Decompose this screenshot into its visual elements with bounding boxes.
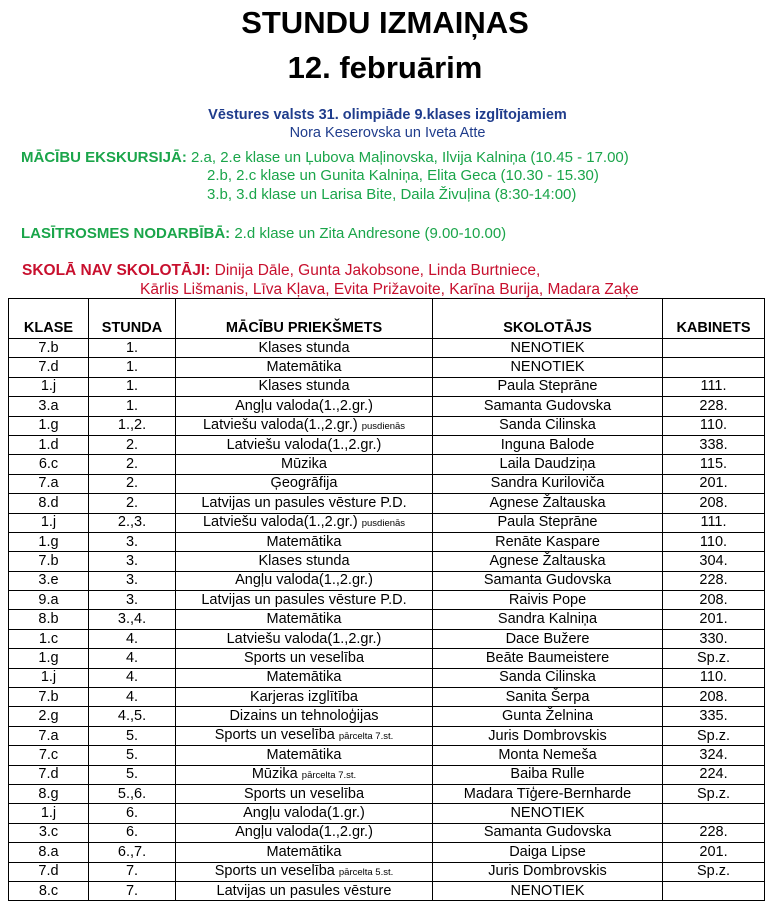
subject-name: Sports un veselība [243, 649, 365, 666]
excursion-line-3: 3.b, 3.d klase un Larisa Bite, Daila Živuļina (8:30-14:00) [207, 186, 577, 203]
cell-klase: 7.a [9, 474, 89, 493]
header-klase: KLASE [9, 299, 89, 339]
cell-klase: 1.g [9, 416, 89, 435]
cell-stunda: 5.,6. [89, 784, 176, 803]
cell-teacher: Daiga Lipse [433, 843, 663, 862]
cell-stunda: 4. [89, 649, 176, 668]
cell-subject [176, 532, 433, 551]
cell-subject [176, 862, 433, 881]
cell-teacher: Juris Dombrovskis [433, 726, 663, 745]
cell-klase: 1.j [9, 668, 89, 687]
cell-klase: 6.c [9, 455, 89, 474]
table-row [9, 358, 765, 377]
cell-teacher: Agnese Žaltauska [433, 552, 663, 571]
cell-teacher: NENOTIEK [433, 339, 663, 358]
cell-klase: 7.d [9, 358, 89, 377]
table-row [9, 843, 765, 862]
cell-klase: 7.d [9, 765, 89, 784]
subject-name: Sports un veselība [243, 785, 365, 802]
table-row [9, 397, 765, 416]
cell-room: 111. [663, 513, 765, 532]
table-row [9, 881, 765, 900]
cell-stunda: 4.,5. [89, 707, 176, 726]
cell-stunda: 3.,4. [89, 610, 176, 629]
cell-room [663, 358, 765, 377]
cell-klase: 7.d [9, 862, 89, 881]
cell-room: 110. [663, 416, 765, 435]
reading-text: 2.d klase un Zita Andresone (9.00-10.00) [230, 225, 507, 242]
cell-stunda: 4. [89, 688, 176, 707]
cell-klase: 3.c [9, 823, 89, 842]
table-row [9, 339, 765, 358]
cell-subject [176, 726, 433, 745]
cell-stunda: 2. [89, 455, 176, 474]
table-row [9, 610, 765, 629]
cell-subject [176, 474, 433, 493]
table-row [9, 707, 765, 726]
header-teacher: SKOLOTĀJS [433, 299, 663, 339]
cell-subject [176, 784, 433, 803]
cell-teacher: Renāte Kaspare [433, 532, 663, 551]
cell-room: 201. [663, 610, 765, 629]
cell-stunda: 6. [89, 804, 176, 823]
cell-room: Sp.z. [663, 726, 765, 745]
cell-room: Sp.z. [663, 649, 765, 668]
table-row [9, 416, 765, 435]
subject-name: Latviešu valoda(1.,2.gr.) [202, 416, 358, 433]
header-stunda: STUNDA [89, 299, 176, 339]
subject-name: Sports un veselība [214, 862, 335, 879]
subject-note: pusdienās [361, 420, 406, 432]
cell-room: 111. [663, 377, 765, 396]
table-row [9, 862, 765, 881]
cell-room: 201. [663, 843, 765, 862]
cell-klase: 3.e [9, 571, 89, 590]
table-row [9, 649, 765, 668]
subject-name: Klases stunda [258, 552, 350, 569]
cell-stunda: 7. [89, 862, 176, 881]
cell-room: 228. [663, 571, 765, 590]
table-row [9, 532, 765, 551]
subject-name: Angļu valoda(1.,2.gr.) [235, 397, 373, 414]
cell-subject [176, 494, 433, 513]
absent-text-1: Dinija Dāle, Gunta Jakobsone, Linda Burtniece, [210, 262, 541, 279]
cell-teacher: Samanta Gudovska [433, 823, 663, 842]
subject-name: Karjeras izglītība [250, 688, 358, 705]
cell-subject [176, 397, 433, 416]
cell-klase: 1.d [9, 435, 89, 454]
cell-room [663, 804, 765, 823]
olympiad-teachers: Nora Keserovska un Iveta Atte [289, 125, 486, 141]
cell-room: 228. [663, 397, 765, 416]
cell-stunda: 3. [89, 532, 176, 551]
cell-stunda: 1. [89, 358, 176, 377]
subject-name: Angļu valoda(1.,2.gr.) [235, 824, 373, 841]
cell-room: 110. [663, 532, 765, 551]
cell-teacher: Sandra Kuriloviča [433, 474, 663, 493]
cell-subject [176, 571, 433, 590]
table-row [9, 474, 765, 493]
cell-subject [176, 823, 433, 842]
reading-line [21, 225, 506, 243]
cell-stunda: 4. [89, 629, 176, 648]
subject-name: Klases stunda [258, 339, 350, 356]
cell-teacher: Gunta Želnina [433, 707, 663, 726]
cell-subject [176, 455, 433, 474]
cell-teacher: Laila Daudziņa [433, 455, 663, 474]
page-title: STUNDU IZMAIŅAS [241, 5, 529, 40]
cell-teacher: Monta Nemeša [433, 746, 663, 765]
cell-subject [176, 668, 433, 687]
cell-klase: 8.d [9, 494, 89, 513]
subject-name: Dizains un tehnoloģijas [229, 708, 379, 725]
cell-stunda: 2.,3. [89, 513, 176, 532]
table-row [9, 823, 765, 842]
subject-name: Matemātika [266, 611, 342, 628]
cell-klase: 1.c [9, 629, 89, 648]
cell-room: 228. [663, 823, 765, 842]
schedule-changes-table [8, 298, 765, 901]
table-row [9, 591, 765, 610]
subject-note: pārcelta 7.st. [338, 731, 394, 742]
subject-name: Latviešu valoda(1.,2.gr.) [226, 630, 382, 647]
cell-subject [176, 339, 433, 358]
cell-klase: 8.g [9, 784, 89, 803]
excursion-line-2: 2.b, 2.c klase un Gunita Kalniņa, Elita Geca (10.30 - 15.30) [207, 167, 599, 184]
absent-line-1 [22, 262, 540, 280]
cell-room: 208. [663, 591, 765, 610]
cell-stunda: 6. [89, 823, 176, 842]
cell-teacher: Dace Bužere [433, 629, 663, 648]
cell-stunda: 1. [89, 397, 176, 416]
subject-name: Matemātika [266, 843, 342, 860]
subject-note: pārcelta 5.st. [338, 866, 394, 878]
cell-klase: 1.j [9, 377, 89, 396]
cell-stunda: 2. [89, 474, 176, 493]
table-row [9, 435, 765, 454]
table-row [9, 688, 765, 707]
cell-subject [176, 552, 433, 571]
cell-teacher: Samanta Gudovska [433, 571, 663, 590]
cell-stunda: 5. [89, 746, 176, 765]
cell-subject [176, 843, 433, 862]
excursion-text-1: 2.a, 2.e klase un Ļubova Maļinovska, Ilvija Kalniņa (10.45 - 17.00) [186, 149, 629, 166]
header-room: KABINETS [663, 299, 765, 339]
cell-stunda: 6.,7. [89, 843, 176, 862]
cell-subject [176, 746, 433, 765]
cell-klase: 1.j [9, 513, 89, 532]
subject-name: Ģeogrāfija [270, 475, 338, 492]
subject-name: Latvijas un pasules vēsture P.D. [201, 591, 407, 608]
cell-room: Sp.z. [663, 862, 765, 881]
subject-name: Klases stunda [258, 378, 350, 395]
table-row [9, 804, 765, 823]
cell-teacher: Baiba Rulle [433, 765, 663, 784]
cell-klase: 3.a [9, 397, 89, 416]
subject-name: Mūzika [281, 456, 327, 473]
table-row [9, 494, 765, 513]
header-subject: MĀCĪBU PRIEKŠMETS [176, 299, 433, 339]
excursion-line-1 [21, 149, 629, 167]
subject-name: Mūzika [251, 765, 298, 782]
table-row [9, 668, 765, 687]
cell-teacher: Paula Steprāne [433, 377, 663, 396]
cell-klase: 7.b [9, 339, 89, 358]
cell-teacher: NENOTIEK [433, 804, 663, 823]
cell-room: 335. [663, 707, 765, 726]
table-row [9, 746, 765, 765]
subject-name: Matemātika [266, 669, 342, 686]
subject-name: Latviešu valoda(1.,2.gr.) [226, 436, 382, 453]
cell-room: 330. [663, 629, 765, 648]
cell-subject [176, 688, 433, 707]
cell-klase: 7.b [9, 552, 89, 571]
table-row [9, 513, 765, 532]
cell-klase: 8.c [9, 881, 89, 900]
excursion-label: MĀCĪBU EKSKURSIJĀ: [21, 149, 187, 166]
cell-klase: 8.a [9, 843, 89, 862]
cell-klase: 1.g [9, 532, 89, 551]
cell-room: 208. [663, 494, 765, 513]
cell-teacher: Madara Tīģere-Bernharde [433, 784, 663, 803]
table-row [9, 377, 765, 396]
subject-note: pusdienās [361, 517, 406, 529]
table-header-row [9, 299, 765, 339]
page-date: 12. februārim [287, 50, 483, 85]
cell-room: 304. [663, 552, 765, 571]
cell-subject [176, 377, 433, 396]
subject-name: Latvijas un pasules vēsture [216, 882, 392, 899]
cell-subject [176, 804, 433, 823]
reading-label: LASĪTROSMES NODARBĪBĀ: [21, 225, 231, 242]
cell-teacher: Beāte Baumeistere [433, 649, 663, 668]
cell-stunda: 1. [89, 377, 176, 396]
cell-subject [176, 649, 433, 668]
cell-teacher: Juris Dombrovskis [433, 862, 663, 881]
cell-subject [176, 435, 433, 454]
cell-stunda: 4. [89, 668, 176, 687]
cell-room: 110. [663, 668, 765, 687]
subject-name: Latviešu valoda(1.,2.gr.) [202, 513, 358, 530]
table-body [9, 339, 765, 901]
cell-room: 338. [663, 435, 765, 454]
cell-room [663, 339, 765, 358]
cell-teacher: Sandra Kalniņa [433, 610, 663, 629]
cell-subject [176, 881, 433, 900]
cell-stunda: 5. [89, 726, 176, 745]
table-row [9, 552, 765, 571]
table-row [9, 726, 765, 745]
cell-subject [176, 513, 433, 532]
cell-teacher: Samanta Gudovska [433, 397, 663, 416]
absent-line-2: Kārlis Lišmanis, Līva Kļava, Evita Prižavoite, Karīna Burija, Madara Zaķe [140, 281, 639, 298]
cell-subject [176, 610, 433, 629]
cell-klase: 7.c [9, 746, 89, 765]
cell-teacher: Paula Steprāne [433, 513, 663, 532]
table-row [9, 765, 765, 784]
table-row [9, 784, 765, 803]
cell-subject [176, 591, 433, 610]
cell-teacher: Sanda Cilinska [433, 668, 663, 687]
cell-teacher: Agnese Žaltauska [433, 494, 663, 513]
cell-stunda: 2. [89, 435, 176, 454]
cell-stunda: 7. [89, 881, 176, 900]
cell-room: 224. [663, 765, 765, 784]
cell-stunda: 3. [89, 552, 176, 571]
cell-teacher: NENOTIEK [433, 881, 663, 900]
cell-subject [176, 765, 433, 784]
olympiad-title: Vēstures valsts 31. olimpiāde 9.klases izglītojamiem [208, 107, 567, 123]
cell-klase: 8.b [9, 610, 89, 629]
cell-room [663, 881, 765, 900]
absent-label: SKOLĀ NAV SKOLOTĀJI: [22, 262, 211, 279]
cell-klase: 7.b [9, 688, 89, 707]
cell-teacher: Sanita Šerpa [433, 688, 663, 707]
cell-room: Sp.z. [663, 784, 765, 803]
cell-teacher: Inguna Balode [433, 435, 663, 454]
table-row [9, 455, 765, 474]
cell-room: 201. [663, 474, 765, 493]
subject-name: Angļu valoda(1.gr.) [243, 805, 365, 822]
table-row [9, 571, 765, 590]
subject-name: Matemātika [266, 746, 342, 763]
subject-name: Latvijas un pasules vēsture P.D. [201, 494, 407, 511]
cell-klase: 7.a [9, 726, 89, 745]
cell-subject [176, 707, 433, 726]
cell-klase: 1.j [9, 804, 89, 823]
cell-stunda: 5. [89, 765, 176, 784]
cell-teacher: NENOTIEK [433, 358, 663, 377]
subject-note: pārcelta 7.st. [301, 769, 357, 781]
cell-klase: 9.a [9, 591, 89, 610]
cell-room: 115. [663, 455, 765, 474]
cell-subject [176, 629, 433, 648]
subject-name: Angļu valoda(1.,2.gr.) [235, 572, 373, 589]
cell-subject [176, 416, 433, 435]
cell-stunda: 3. [89, 571, 176, 590]
subject-name: Matemātika [266, 533, 342, 550]
subject-name: Sports un veselība [214, 727, 335, 743]
table-row [9, 629, 765, 648]
cell-klase: 1.g [9, 649, 89, 668]
cell-subject [176, 358, 433, 377]
cell-stunda: 1. [89, 339, 176, 358]
cell-stunda: 1.,2. [89, 416, 176, 435]
cell-room: 324. [663, 746, 765, 765]
cell-teacher: Raivis Pope [433, 591, 663, 610]
cell-stunda: 2. [89, 494, 176, 513]
cell-teacher: Sanda Cilinska [433, 416, 663, 435]
cell-room: 208. [663, 688, 765, 707]
subject-name: Matemātika [266, 359, 342, 376]
cell-stunda: 3. [89, 591, 176, 610]
cell-klase: 2.g [9, 707, 89, 726]
